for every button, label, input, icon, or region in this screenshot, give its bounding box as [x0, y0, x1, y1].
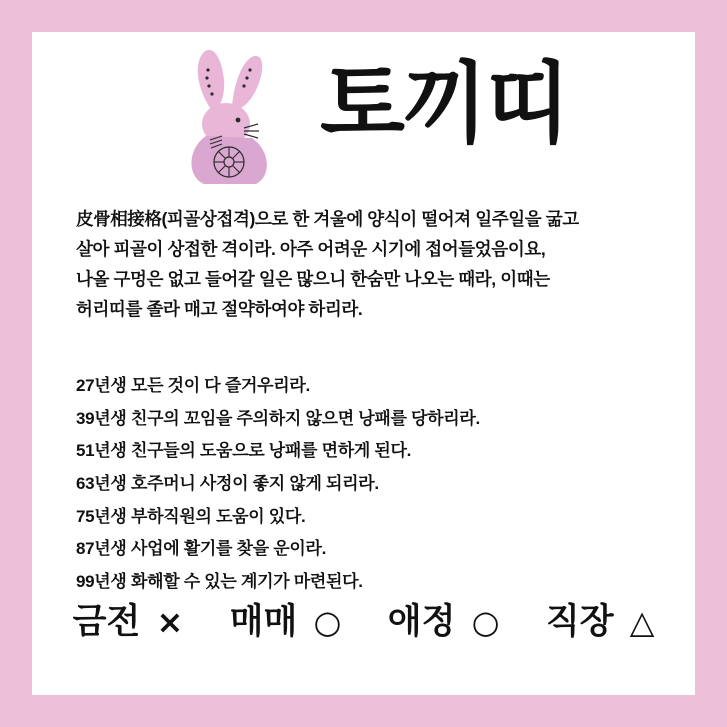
summary-label-love: 애정: [387, 602, 456, 642]
list-item: 99년생 화해할 수 있는 계기가 마련된다.: [76, 571, 363, 591]
list-item: 75년생 부하직원의 도움이 있다.: [76, 506, 306, 526]
list-item: 87년생 사업에 활기를 찾을 운이라.: [76, 539, 327, 559]
description-line: 살아 피골이 상접한 격이라. 아주 어려운 시기에 접어들었음이요,: [76, 239, 546, 260]
description-line: 허리띠를 졸라 매고 절약하여야 하리라.: [76, 299, 363, 320]
summary-mark-money: ×: [156, 603, 184, 641]
fortune-card: [32, 32, 695, 695]
birth-year-fortune-list: [76, 370, 656, 598]
summary-label-money: 금전: [72, 602, 141, 642]
summary-row: [32, 594, 695, 644]
summary-mark-work: △: [629, 603, 655, 641]
list-item: 39년생 친구의 꼬임을 주의하지 않으면 낭패를 당하리라.: [76, 408, 480, 428]
summary-mark-trade: ○: [313, 603, 342, 641]
card-header: [32, 32, 695, 182]
rabbit-icon: [176, 46, 296, 186]
fortune-description: [76, 204, 656, 324]
list-item: 63년생 호주머니 사정이 좋지 않게 되리라.: [76, 473, 379, 493]
list-item: 27년생 모든 것이 다 즐거우리라.: [76, 376, 310, 395]
list-item: 51년생 친구들의 도움으로 낭패를 면하게 된다.: [76, 441, 412, 461]
summary-label-trade: 매매: [229, 602, 298, 642]
summary-label-work: 직장: [545, 602, 614, 642]
summary-mark-love: ○: [471, 603, 500, 641]
page-title: 토끼띠: [320, 52, 570, 155]
description-line: 皮骨相接格(피골상접격)으로 한 겨울에 양식이 떨어져 일주일을 굶고: [76, 209, 579, 229]
description-line: 나올 구멍은 없고 들어갈 일은 많으니 한숨만 나오는 때라, 이때는: [76, 269, 550, 290]
